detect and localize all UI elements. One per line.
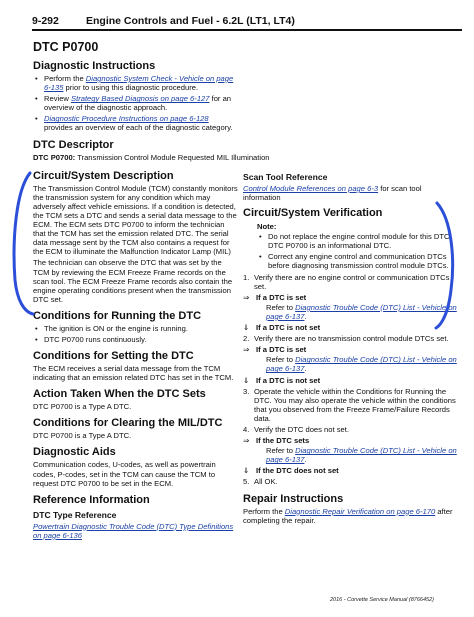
circuit-desc-p2: The technician can observe the DTC that was set by the TCM by reviewing the ECM Freeze Frame records on the scan tool. The ECM Freeze Frame records also contain the engine operating conditions present when the transmission DTC set.	[33, 258, 233, 304]
list-item: • Correct any engine control and communication DTCs before diagnosing transmission control module DTCs.	[257, 252, 461, 270]
dtc-type-def-para	[33, 522, 238, 540]
verification-heading: Circuit/System Verification	[243, 207, 383, 220]
if-dtc-not-set-1: ⇓ If a DTC is not set	[243, 323, 321, 333]
if-dtc-set-1: ⇒ If a DTC is set	[243, 292, 307, 302]
diag-aids-text: Communication codes, U-codes, as well as powertrain codes, P-codes, set in the TCM can cause the TCM to request DTC P0700 to be set in the ECM.	[33, 460, 216, 488]
refer-3: Refer to Diagnostic Trouble Code (DTC) List - Vehicle on page 6-137.	[266, 446, 457, 465]
if-dtc-set-2: ⇒ If a DTC is set	[243, 345, 307, 355]
arrow-right-icon: ⇒	[243, 345, 250, 355]
cond-clearing-heading: Conditions for Clearing the MIL/DTC	[33, 417, 223, 430]
circuit-desc-p1: The Transmission Control Module (TCM) constantly monitors the transmission system for any condition which may adversely affect vehicle emissions. If a condition is detected, the TCM sets a DTC and sends a serial data message to the ECM. The ECM sets DTC P0700 to inform the technician that the TCM has set the emission related DTC. The serial data message sent by the TCM also contains a request for the ECM to illuminate the Malfunction Indicator Lamp (MIL)	[33, 183, 238, 257]
diag-instructions-heading: Diagnostic Instructions	[33, 60, 156, 72]
cond-clearing-text: DTC P0700 is a Type A DTC.	[33, 431, 132, 441]
ref-info-heading: Reference Information	[33, 493, 150, 506]
dtc-list-link-2[interactable]: Diagnostic Trouble Code (DTC) List - Vehicle on page 6-137	[266, 355, 457, 374]
if-dtc-not-set-2: ⇓ If a DTC is not set	[243, 375, 321, 385]
arrow-down-icon: ⇓	[243, 375, 250, 385]
refer-2: Refer to Diagnostic Trouble Code (DTC) List - Vehicle on page 6-137.	[266, 355, 457, 374]
page-header	[32, 13, 462, 31]
diag-aids-heading: Diagnostic Aids	[33, 446, 116, 459]
list-item: • Diagnostic Procedure Instructions on page 6-128 provides an overview of each of the diagnostic category.	[33, 114, 238, 132]
cond-running-list	[33, 324, 238, 344]
cond-setting-text: The ECM receives a serial data message from the TCM indicating that an emission related DTC has set in the TCM.	[33, 364, 234, 383]
scan-tool-ref-heading: Scan Tool Reference	[243, 172, 328, 182]
list-item: • Review Strategy Based Diagnosis on page 6-127 for an overview of the diagnostic approach.	[33, 94, 238, 112]
diag-system-check-link[interactable]: Diagnostic System Check - Vehicle on page 6-135	[44, 74, 234, 93]
dtc-list-link-3[interactable]: Diagnostic Trouble Code (DTC) List - Vehicle on page 6-137	[266, 446, 457, 465]
left-bracket-mark	[14, 173, 33, 314]
repair-text: Perform the Diagnostic Repair Verification on page 6-170 after completing the repair.	[243, 506, 453, 525]
page-title: DTC P0700	[33, 40, 99, 54]
strategy-diagnosis-link[interactable]: Strategy Based Diagnosis on page 6-127	[71, 94, 210, 104]
control-module-ref-link[interactable]: Control Module References on page 6-3	[243, 184, 379, 193]
arrow-right-icon: ⇒	[243, 436, 250, 446]
dtc-type-ref-heading: DTC Type Reference	[33, 509, 117, 520]
action-taken-heading: Action Taken When the DTC Sets	[33, 388, 206, 401]
scan-tool-ref-text: Control Module References on page 6-3 for scan tool information	[243, 184, 422, 203]
arrow-down-icon: ⇓	[243, 466, 250, 476]
diag-instructions-list	[33, 74, 238, 133]
arrow-right-icon: ⇒	[243, 292, 250, 302]
cond-running-heading: Conditions for Running the DTC	[33, 309, 202, 322]
circuit-desc-heading: Circuit/System Description	[33, 169, 174, 182]
procedure-instructions-link[interactable]: Diagnostic Procedure Instructions on page 6-128	[44, 114, 209, 124]
note-list	[243, 232, 461, 270]
page-footer: 2016 - Corvette Service Manual (8766452)	[330, 597, 434, 603]
action-taken-text: DTC P0700 is a Type A DTC.	[33, 402, 132, 412]
step-5: 5. All OK.	[243, 477, 278, 487]
step-3: 3. Operate the vehicle within the Conditions for Running the DTC. You may also operate the vehicle within the conditions that you observed from the Freeze Frame/Failure Records data.	[243, 386, 456, 423]
dtc-type-definitions-link[interactable]: Powertrain Diagnostic Trouble Code (DTC) Type Definitions on page 6-136	[33, 521, 234, 540]
right-column	[243, 172, 461, 527]
step-4: 4. Verify the DTC does not set.	[243, 424, 349, 434]
repair-heading: Repair Instructions	[243, 492, 344, 505]
repair-verification-link[interactable]: Diagnostic Repair Verification on page 6-170	[284, 506, 436, 516]
if-dtc-does-not-set: ⇓ If the DTC does not set	[243, 466, 339, 476]
dtc-descriptor-text: DTC P0700: Transmission Control Module Requested MIL Illumination	[33, 152, 270, 162]
if-dtc-sets: ⇒ If the DTC sets	[243, 436, 310, 446]
list-item: • Do not replace the engine control module for this DTC. DTC P0700 is an informational DTC.	[257, 232, 461, 250]
note-label: Note:	[257, 222, 277, 232]
dtc-descriptor-heading: DTC Descriptor	[33, 138, 114, 151]
step-1: 1. Verify there are no engine control or communication DTCs set.	[243, 272, 450, 291]
list-item: • Perform the Diagnostic System Check - Vehicle on page 6-135 prior to using this diagnostic procedure.	[33, 74, 238, 92]
page-number: 9-292	[32, 15, 59, 27]
dtc-list-link-1[interactable]: Diagnostic Trouble Code (DTC) List - Vehicle on page 6-137	[266, 302, 457, 321]
step-2: 2. Verify there are no transmission control module DTCs set.	[243, 334, 449, 344]
refer-1: Refer to Diagnostic Trouble Code (DTC) List - Vehicle on page 6-137.	[266, 302, 457, 321]
cond-setting-heading: Conditions for Setting the DTC	[33, 350, 194, 363]
section-title: Engine Controls and Fuel - 6.2L (LT1, LT4)	[86, 15, 295, 27]
list-item: • DTC P0700 runs continuously.	[33, 335, 238, 344]
list-item: • The ignition is ON or the engine is running.	[33, 324, 238, 333]
arrow-down-icon: ⇓	[243, 323, 250, 333]
